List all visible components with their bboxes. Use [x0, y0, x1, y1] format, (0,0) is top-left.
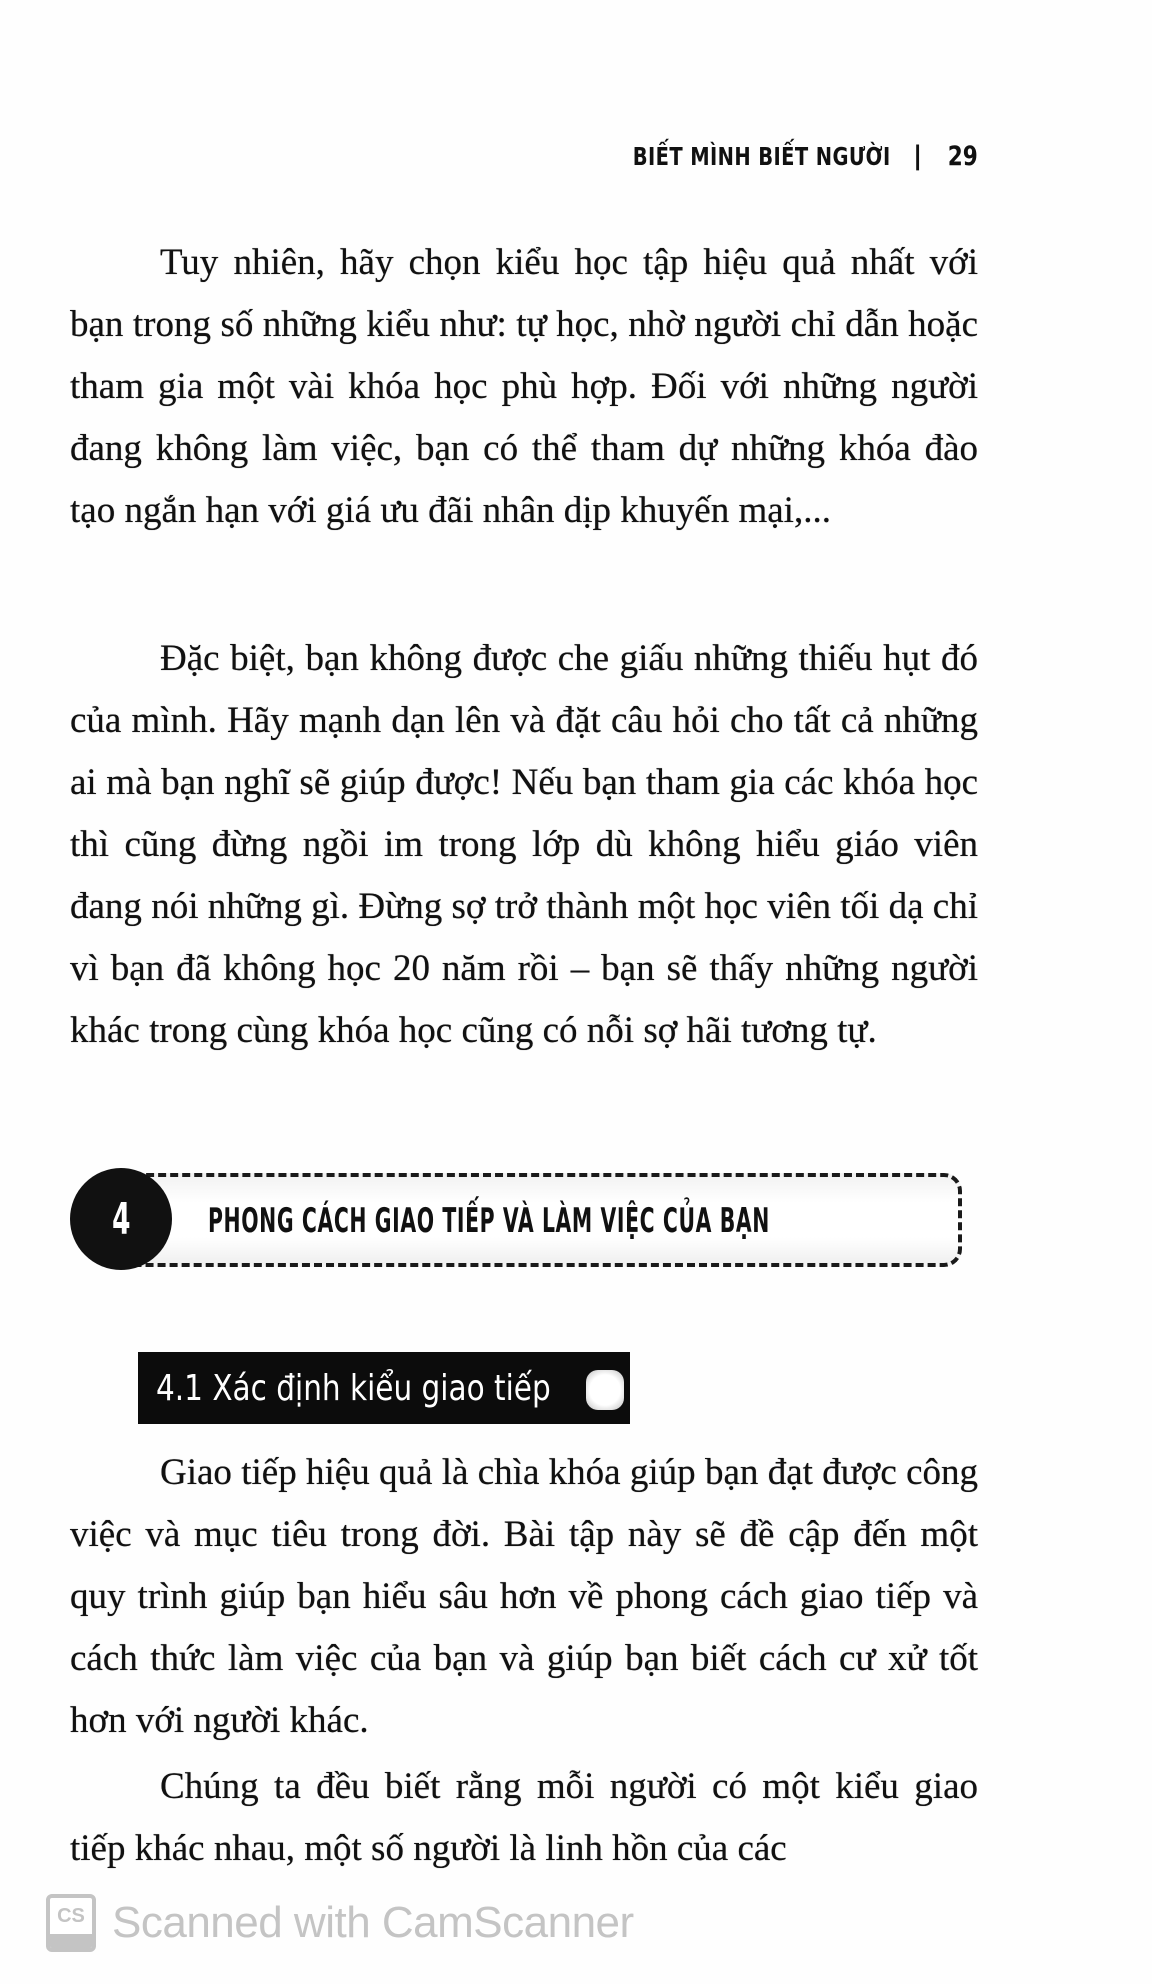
paragraph-3	[70, 1442, 978, 1752]
section-number-badge	[70, 1168, 172, 1270]
paragraph-text: Tuy nhiên, hãy chọn kiểu học tập hiệu quả nhất với bạn trong số những kiểu như: tự học, nhờ người chỉ dẫn hoặc tham gia một vài khóa học phù hợp. Đối với những người đang không làm việc, bạn có thể tham dự những khóa đào tạo ngắn hạn với giá ưu đãi nhân dịp khuyến mại,...	[70, 242, 978, 531]
camscanner-watermark	[46, 1893, 634, 1953]
section-number: 4	[111, 1193, 131, 1245]
bullet-dot-icon	[586, 1370, 624, 1410]
section-title: PHONG CÁCH GIAO TIẾP VÀ LÀM VIỆC CỦA BẠN	[208, 1201, 770, 1241]
paragraph-2	[70, 628, 978, 1062]
paragraph-text: Giao tiếp hiệu quả là chìa khóa giúp bạn đạt được công việc và mục tiêu trong đời. Bài tập này sẽ đề cập đến một quy trình giúp bạn hiểu sâu hơn về phong cách giao tiếp và cách thức làm việc của bạn và giúp bạn biết cách cư xử tốt hơn với người khác.	[70, 1452, 978, 1741]
watermark-text: Scanned with CamScanner	[112, 1898, 634, 1947]
paragraph-text: Đặc biệt, bạn không được che giấu những thiếu hụt đó của mình. Hãy mạnh dạn lên và đặt câu hỏi cho tất cả những ai mà bạn nghĩ sẽ giúp được! Nếu bạn tham gia các khóa học thì cũng đừng ngồi im trong lớp dù không hiểu giáo viên đang nói những gì. Đừng sợ trở thành một học viên tối dạ chỉ vì bạn đã không học 20 năm rồi – bạn sẽ thấy những người khác trong cùng khóa học cũng có nỗi sợ hãi tương tự.	[70, 638, 978, 1051]
subsection-heading	[138, 1352, 630, 1424]
header-separator: |	[912, 141, 923, 171]
paragraph-4	[70, 1756, 978, 1880]
subsection-title: 4.1 Xác định kiểu giao tiếp	[156, 1367, 551, 1409]
paragraph-1	[70, 232, 978, 542]
paragraph-text: Chúng ta đều biết rằng mỗi người có một kiểu giao tiếp khác nhau, một số người là linh hồn của các	[70, 1766, 978, 1869]
page-number: 29	[948, 140, 979, 172]
book-title: BIẾT MÌNH BIẾT NGƯỜI	[633, 141, 891, 171]
camscanner-logo-icon: CS	[46, 1894, 96, 1952]
running-header	[610, 134, 982, 178]
